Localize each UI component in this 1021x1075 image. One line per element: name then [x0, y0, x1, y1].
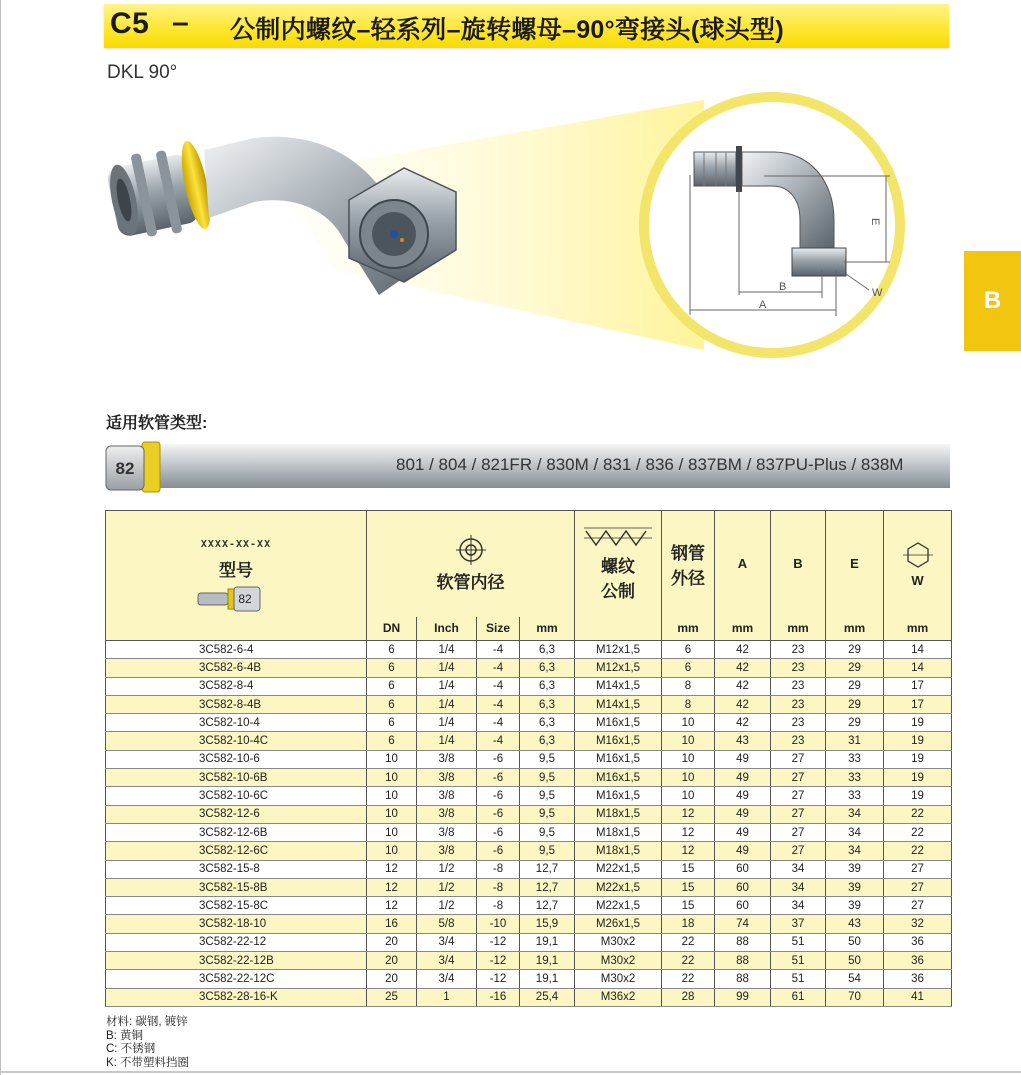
cell-b: 27	[771, 769, 826, 787]
cell-tube-od: 10	[662, 787, 715, 805]
header-hose-id	[367, 511, 575, 617]
cell-size: -6	[477, 750, 520, 768]
cell-w: 17	[884, 695, 952, 713]
thread-label-1: 螺纹	[601, 557, 635, 577]
cell-inch: 3/4	[417, 970, 477, 988]
cell-e: 70	[826, 988, 884, 1006]
material-notes	[106, 1016, 189, 1070]
cell-thread: M12x1,5	[575, 659, 662, 677]
cell-w: 22	[884, 823, 952, 841]
table-row	[106, 823, 952, 841]
cell-model: 3C582-15-8	[106, 860, 367, 878]
cell-a: 42	[715, 659, 771, 677]
cell-e: 29	[826, 677, 884, 695]
cell-a: 74	[715, 915, 771, 933]
cell-tube-od: 18	[662, 915, 715, 933]
table-row	[106, 659, 952, 677]
cell-dn: 10	[367, 750, 417, 768]
cell-thread: M22x1,5	[575, 897, 662, 915]
section-tab-b[interactable]	[964, 251, 1021, 351]
subheader-thread-empty	[575, 617, 662, 641]
spec-table	[105, 510, 952, 1007]
cell-b: 27	[771, 805, 826, 823]
cell-model: 3C582-22-12B	[106, 952, 367, 970]
cell-a: 88	[715, 933, 771, 951]
cell-model: 3C582-10-6B	[106, 769, 367, 787]
cell-model: 3C582-10-4C	[106, 732, 367, 750]
cell-b: 23	[771, 641, 826, 659]
cell-dn: 6	[367, 695, 417, 713]
cell-tube-od: 12	[662, 823, 715, 841]
cell-tube-od: 6	[662, 641, 715, 659]
tube-label-1: 钢管	[671, 543, 705, 563]
table-row	[106, 641, 952, 659]
cell-mm: 9,5	[520, 842, 575, 860]
subheader-dn: DN	[367, 617, 417, 641]
cell-inch: 1/4	[417, 641, 477, 659]
cell-inch: 1/2	[417, 897, 477, 915]
cell-b: 23	[771, 732, 826, 750]
cell-e: 29	[826, 714, 884, 732]
dim-label-b: B	[779, 281, 787, 293]
cell-thread: M36x2	[575, 988, 662, 1006]
cell-mm: 6,3	[520, 659, 575, 677]
unit-tube: mm	[662, 617, 715, 641]
cell-size: -6	[477, 805, 520, 823]
cell-mm: 9,5	[520, 823, 575, 841]
cell-tube-od: 15	[662, 860, 715, 878]
cell-b: 23	[771, 695, 826, 713]
product-illustration	[104, 90, 944, 380]
cell-tube-od: 12	[662, 842, 715, 860]
model-fitting-icon	[106, 585, 366, 613]
cell-w: 19	[884, 769, 952, 787]
cell-w: 19	[884, 787, 952, 805]
cell-w: 27	[884, 897, 952, 915]
cell-tube-od: 10	[662, 714, 715, 732]
cell-thread: M22x1,5	[575, 878, 662, 896]
cell-tube-od: 8	[662, 695, 715, 713]
tube-label-2: 外径	[671, 568, 705, 588]
header-a: A	[715, 511, 771, 617]
cell-dn: 20	[367, 933, 417, 951]
cell-dn: 6	[367, 659, 417, 677]
cell-thread: M30x2	[575, 970, 662, 988]
cell-e: 33	[826, 750, 884, 768]
cell-b: 34	[771, 878, 826, 896]
cell-b: 61	[771, 988, 826, 1006]
cell-inch: 3/8	[417, 769, 477, 787]
table-row	[106, 897, 952, 915]
cell-mm: 6,3	[520, 732, 575, 750]
cell-mm: 6,3	[520, 714, 575, 732]
cell-w: 19	[884, 750, 952, 768]
cell-thread: M30x2	[575, 933, 662, 951]
dim-label-e: E	[869, 218, 881, 226]
subheader-size: Size	[477, 617, 520, 641]
cell-thread: M22x1,5	[575, 860, 662, 878]
cell-size: -8	[477, 897, 520, 915]
cell-mm: 25,4	[520, 988, 575, 1006]
cell-inch: 5/8	[417, 915, 477, 933]
cell-a: 60	[715, 878, 771, 896]
hose-types-label: 适用软管类型:	[106, 415, 208, 432]
cell-thread: M16x1,5	[575, 750, 662, 768]
cell-dn: 10	[367, 805, 417, 823]
page-title: 公制内螺纹–轻系列–旋转螺母–90°弯接头(球头型)	[230, 16, 784, 44]
cell-tube-od: 10	[662, 769, 715, 787]
cell-tube-od: 8	[662, 677, 715, 695]
cell-dn: 6	[367, 677, 417, 695]
table-row	[106, 769, 952, 787]
cell-a: 88	[715, 970, 771, 988]
hose-badge: 82	[115, 459, 135, 478]
cell-inch: 1/4	[417, 714, 477, 732]
cell-inch: 3/8	[417, 805, 477, 823]
cell-thread: M16x1,5	[575, 787, 662, 805]
cell-tube-od: 22	[662, 933, 715, 951]
cell-inch: 3/8	[417, 842, 477, 860]
cell-thread: M18x1,5	[575, 805, 662, 823]
cell-w: 27	[884, 860, 952, 878]
model-header-label: 型号	[219, 560, 253, 580]
cell-dn: 16	[367, 915, 417, 933]
cell-b: 34	[771, 860, 826, 878]
cell-model: 3C582-6-4	[106, 641, 367, 659]
cell-model: 3C582-12-6C	[106, 842, 367, 860]
cell-thread: M18x1,5	[575, 823, 662, 841]
cell-model: 3C582-8-4B	[106, 695, 367, 713]
table-row	[106, 805, 952, 823]
cell-size: -6	[477, 769, 520, 787]
w-label: W	[911, 572, 924, 588]
cell-model: 3C582-28-16-K	[106, 988, 367, 1006]
cell-dn: 12	[367, 897, 417, 915]
cell-size: -4	[477, 641, 520, 659]
cell-size: -8	[477, 878, 520, 896]
header-model	[106, 511, 367, 641]
cell-a: 43	[715, 732, 771, 750]
cell-e: 33	[826, 769, 884, 787]
title-band	[104, 4, 949, 48]
cell-size: -4	[477, 659, 520, 677]
hose-id-label: 软管内径	[436, 572, 505, 592]
cell-w: 22	[884, 842, 952, 860]
cell-e: 39	[826, 878, 884, 896]
cell-thread: M26x1,5	[575, 915, 662, 933]
cell-mm: 15,9	[520, 915, 575, 933]
cell-mm: 12,7	[520, 897, 575, 915]
cell-thread: M16x1,5	[575, 732, 662, 750]
cell-dn: 10	[367, 823, 417, 841]
cell-mm: 9,5	[520, 787, 575, 805]
table-row	[106, 878, 952, 896]
cell-mm: 19,1	[520, 933, 575, 951]
cell-tube-od: 12	[662, 805, 715, 823]
cell-inch: 1	[417, 988, 477, 1006]
dim-label-a: A	[759, 299, 767, 311]
cell-model: 3C582-8-4	[106, 677, 367, 695]
cell-dn: 20	[367, 970, 417, 988]
diagram-circle	[644, 97, 900, 353]
cell-inch: 3/4	[417, 952, 477, 970]
cell-b: 51	[771, 933, 826, 951]
cell-mm: 6,3	[520, 695, 575, 713]
cell-tube-od: 15	[662, 878, 715, 896]
page-bottom-rule	[0, 1071, 1021, 1073]
cell-thread: M16x1,5	[575, 714, 662, 732]
cell-model: 3C582-10-6C	[106, 787, 367, 805]
thread-label-2: 公制	[601, 582, 635, 602]
cell-b: 23	[771, 714, 826, 732]
cell-dn: 12	[367, 860, 417, 878]
cell-dn: 6	[367, 714, 417, 732]
cell-w: 14	[884, 641, 952, 659]
cell-tube-od: 22	[662, 952, 715, 970]
cell-b: 27	[771, 842, 826, 860]
cell-tube-od: 6	[662, 659, 715, 677]
cell-size: -12	[477, 952, 520, 970]
cell-size: -6	[477, 823, 520, 841]
cell-e: 29	[826, 695, 884, 713]
cell-tube-od: 28	[662, 988, 715, 1006]
cell-b: 27	[771, 750, 826, 768]
cell-model: 3C582-22-12C	[106, 970, 367, 988]
note-brass: B: 黄铜	[106, 1029, 144, 1042]
note-material: 材料: 碳钢, 镀锌	[106, 1016, 188, 1028]
cell-w: 27	[884, 878, 952, 896]
table-row	[106, 787, 952, 805]
cell-dn: 25	[367, 988, 417, 1006]
table-row	[106, 732, 952, 750]
cell-b: 37	[771, 915, 826, 933]
hose-id-icon	[454, 535, 488, 565]
subheader-mm: mm	[520, 617, 575, 641]
table-row	[106, 933, 952, 951]
cell-size: -12	[477, 970, 520, 988]
cell-a: 42	[715, 714, 771, 732]
cell-size: -4	[477, 732, 520, 750]
header-thread	[575, 511, 662, 617]
cell-e: 54	[826, 970, 884, 988]
model-code-pattern: XXXX-XX-XX	[200, 538, 272, 550]
title-dash: –	[172, 6, 189, 39]
cell-dn: 12	[367, 878, 417, 896]
cell-a: 42	[715, 677, 771, 695]
cell-inch: 1/4	[417, 659, 477, 677]
cell-w: 36	[884, 952, 952, 970]
cell-model: 3C582-10-6	[106, 750, 367, 768]
cell-model: 3C582-12-6	[106, 805, 367, 823]
cell-b: 27	[771, 823, 826, 841]
table-row	[106, 677, 952, 695]
cell-e: 50	[826, 933, 884, 951]
cell-a: 60	[715, 897, 771, 915]
cell-w: 14	[884, 659, 952, 677]
cell-inch: 1/4	[417, 677, 477, 695]
cell-tube-od: 10	[662, 732, 715, 750]
section-tab-label: B	[983, 287, 1002, 314]
page-subtitle: DKL 90°	[107, 62, 178, 83]
cell-inch: 1/2	[417, 860, 477, 878]
cell-w: 36	[884, 970, 952, 988]
cell-a: 49	[715, 769, 771, 787]
subheader-inch: Inch	[417, 617, 477, 641]
table-row	[106, 915, 952, 933]
cell-model: 3C582-18-10	[106, 915, 367, 933]
cell-model: 3C582-10-4	[106, 714, 367, 732]
hex-icon	[903, 540, 933, 570]
note-stainless: C: 不锈钢	[106, 1043, 156, 1055]
hose-types-list: 801 / 804 / 821FR / 830M / 831 / 836 / 837BM / 837PU-Plus / 838M	[396, 455, 904, 474]
cell-mm: 19,1	[520, 970, 575, 988]
cell-e: 43	[826, 915, 884, 933]
cell-inch: 1/4	[417, 732, 477, 750]
dim-label-w: W	[872, 287, 883, 299]
cell-a: 49	[715, 842, 771, 860]
cell-w: 36	[884, 933, 952, 951]
header-e: E	[826, 511, 884, 617]
cell-mm: 9,5	[520, 805, 575, 823]
cell-mm: 9,5	[520, 769, 575, 787]
cell-dn: 10	[367, 842, 417, 860]
cell-tube-od: 15	[662, 897, 715, 915]
cell-size: -16	[477, 988, 520, 1006]
cell-w: 19	[884, 732, 952, 750]
cell-model: 3C582-6-4B	[106, 659, 367, 677]
cell-dn: 6	[367, 732, 417, 750]
cell-e: 34	[826, 842, 884, 860]
unit-w: mm	[884, 617, 952, 641]
cell-b: 51	[771, 952, 826, 970]
cell-thread: M14x1,5	[575, 695, 662, 713]
cell-size: -6	[477, 842, 520, 860]
cell-e: 39	[826, 860, 884, 878]
cell-model: 3C582-15-8B	[106, 878, 367, 896]
cell-a: 88	[715, 952, 771, 970]
cell-inch: 3/8	[417, 787, 477, 805]
table-row	[106, 988, 952, 1006]
cell-model: 3C582-15-8C	[106, 897, 367, 915]
thread-icon	[582, 525, 654, 549]
cell-e: 39	[826, 897, 884, 915]
cell-tube-od: 22	[662, 970, 715, 988]
unit-a: mm	[715, 617, 771, 641]
cell-size: -4	[477, 714, 520, 732]
cell-dn: 10	[367, 769, 417, 787]
table-row	[106, 750, 952, 768]
cell-mm: 19,1	[520, 952, 575, 970]
cell-tube-od: 10	[662, 750, 715, 768]
cell-b: 34	[771, 897, 826, 915]
unit-b: mm	[771, 617, 826, 641]
table-row	[106, 952, 952, 970]
cell-e: 34	[826, 805, 884, 823]
cell-a: 42	[715, 641, 771, 659]
cell-b: 51	[771, 970, 826, 988]
cell-mm: 12,7	[520, 878, 575, 896]
cell-e: 34	[826, 823, 884, 841]
cell-b: 23	[771, 677, 826, 695]
table-row	[106, 860, 952, 878]
cell-mm: 12,7	[520, 860, 575, 878]
unit-e: mm	[826, 617, 884, 641]
table-row	[106, 695, 952, 713]
cell-w: 32	[884, 915, 952, 933]
cell-thread: M30x2	[575, 952, 662, 970]
cell-e: 33	[826, 787, 884, 805]
cell-e: 31	[826, 732, 884, 750]
cell-inch: 1/4	[417, 695, 477, 713]
cell-thread: M12x1,5	[575, 641, 662, 659]
cell-thread: M16x1,5	[575, 769, 662, 787]
table-row	[106, 842, 952, 860]
cell-e: 29	[826, 641, 884, 659]
cell-mm: 9,5	[520, 750, 575, 768]
cell-thread: M14x1,5	[575, 677, 662, 695]
cell-inch: 3/8	[417, 823, 477, 841]
cell-b: 27	[771, 787, 826, 805]
cell-e: 29	[826, 659, 884, 677]
cell-mm: 6,3	[520, 677, 575, 695]
cell-w: 19	[884, 714, 952, 732]
cell-dn: 20	[367, 952, 417, 970]
spec-table-body	[106, 641, 952, 1007]
cell-a: 49	[715, 787, 771, 805]
cell-size: -12	[477, 933, 520, 951]
model-badge: 82	[238, 591, 252, 606]
cell-e: 50	[826, 952, 884, 970]
cell-model: 3C582-12-6B	[106, 823, 367, 841]
cell-size: -6	[477, 787, 520, 805]
page-left-rule	[0, 0, 1, 1075]
cell-w: 41	[884, 988, 952, 1006]
cell-inch: 3/4	[417, 933, 477, 951]
cell-size: -4	[477, 695, 520, 713]
cell-w: 17	[884, 677, 952, 695]
cell-size: -8	[477, 860, 520, 878]
cell-a: 99	[715, 988, 771, 1006]
note-no-ring: K: 不带塑料挡圈	[106, 1056, 190, 1069]
cell-inch: 3/8	[417, 750, 477, 768]
cell-a: 49	[715, 805, 771, 823]
cell-w: 22	[884, 805, 952, 823]
cell-mm: 6,3	[520, 641, 575, 659]
cell-size: -4	[477, 677, 520, 695]
header-b: B	[771, 511, 826, 617]
cell-a: 49	[715, 750, 771, 768]
table-row	[106, 714, 952, 732]
cell-b: 23	[771, 659, 826, 677]
table-row	[106, 970, 952, 988]
cell-a: 42	[715, 695, 771, 713]
header-tube	[662, 511, 715, 617]
section-code: C5	[110, 7, 150, 40]
cell-a: 60	[715, 860, 771, 878]
cell-dn: 10	[367, 787, 417, 805]
cell-a: 49	[715, 823, 771, 841]
cell-model: 3C582-22-12	[106, 933, 367, 951]
cell-inch: 1/2	[417, 878, 477, 896]
cell-thread: M18x1,5	[575, 842, 662, 860]
cell-dn: 6	[367, 641, 417, 659]
header-w	[884, 511, 952, 617]
cell-size: -10	[477, 915, 520, 933]
